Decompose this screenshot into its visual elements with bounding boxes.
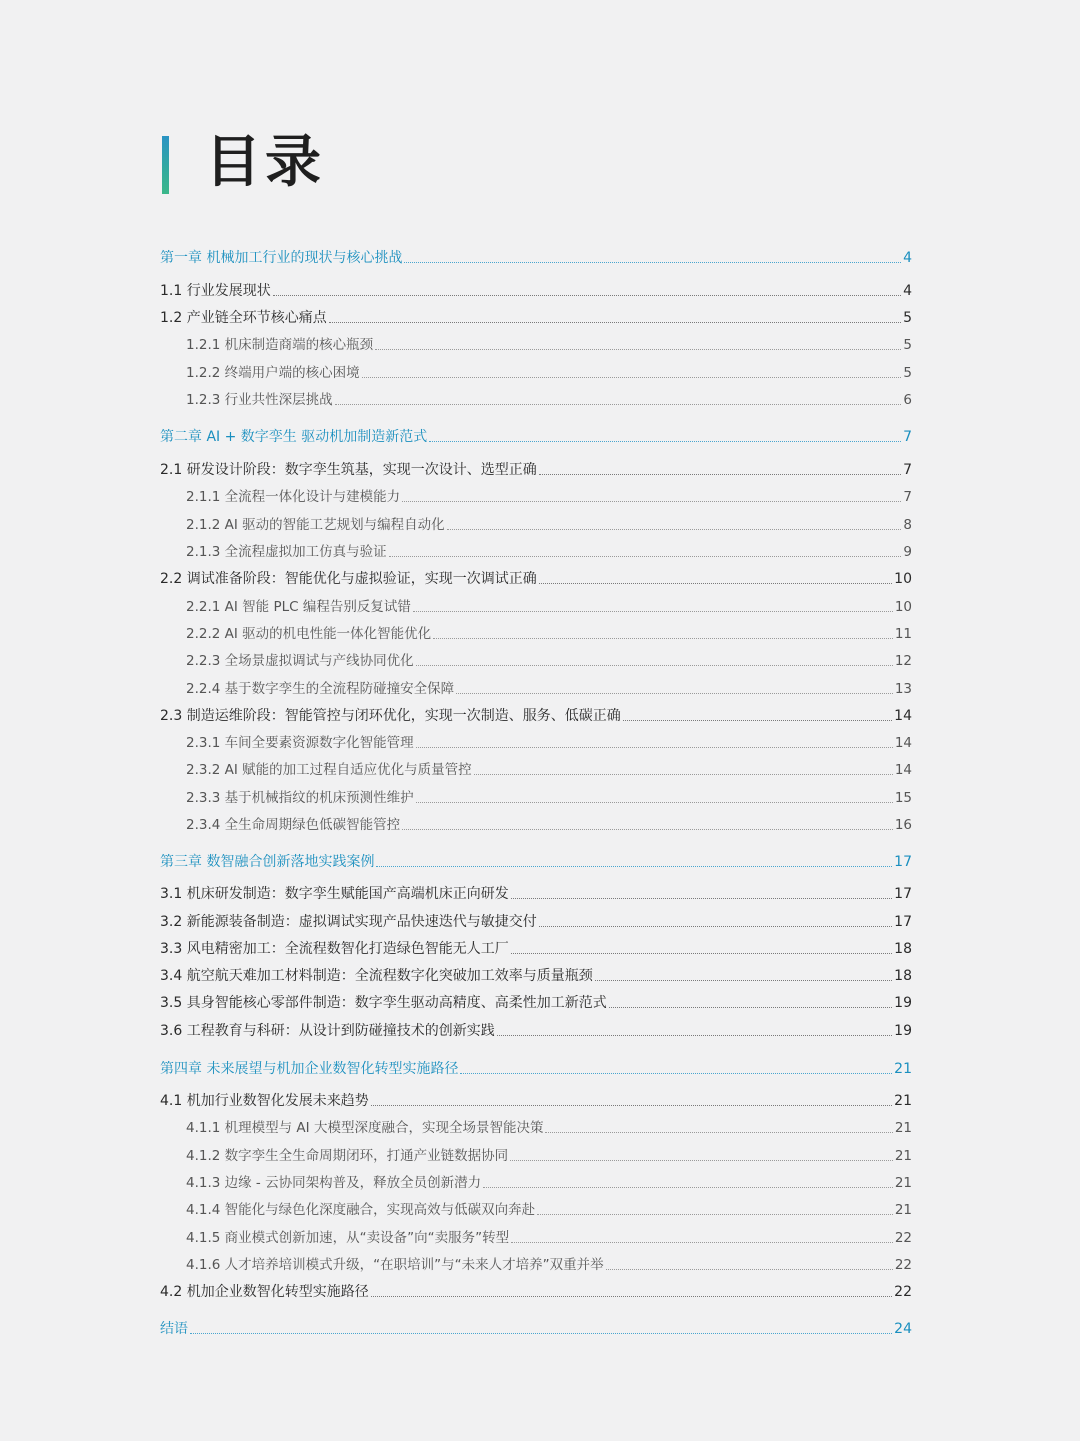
toc-entry-label: 第四章 未来展望与机加企业数智化转型实施路径 (160, 1061, 459, 1077)
dot-leader (510, 1160, 893, 1161)
toc-page-number: 15 (894, 790, 912, 806)
toc-entry-label: 4.1 机加行业数智化发展未来趋势 (160, 1093, 369, 1109)
toc-page-number: 21 (894, 1148, 912, 1164)
toc-page-number: 18 (894, 968, 912, 984)
toc-page-number: 5 (903, 310, 912, 326)
toc-section-entry[interactable] (160, 879, 912, 903)
toc-entry-label: 4.1.2 数字孪生全生命周期闭环，打通产业链数据协同 (186, 1148, 509, 1164)
dot-leader (413, 611, 893, 612)
toc-entry-label: 结语 (160, 1321, 188, 1337)
toc-subsection-entry[interactable] (160, 537, 912, 561)
toc-page-number: 22 (894, 1257, 912, 1273)
dot-leader (375, 349, 901, 350)
toc-entry-label: 3.3 风电精密加工：全流程数智化打造绿色智能无人工厂 (160, 941, 509, 957)
dot-leader (537, 1214, 893, 1215)
toc-page-number: 14 (894, 762, 912, 778)
toc-subsection-entry[interactable] (160, 1141, 912, 1165)
toc-page-number: 22 (894, 1284, 912, 1300)
toc-page-number: 18 (894, 941, 912, 957)
toc-entry-label: 3.5 具身智能核心零部件制造：数字孪生驱动高精度、高柔性加工新范式 (160, 995, 607, 1011)
toc-page-number: 21 (894, 1061, 912, 1077)
toc-page-number: 5 (903, 337, 912, 353)
toc-entry-label: 4.2 机加企业数智化转型实施路径 (160, 1284, 369, 1300)
toc-section-entry[interactable] (160, 1086, 912, 1110)
toc-entry-label: 2.3.1 车间全要素资源数字化智能管理 (186, 735, 414, 751)
toc-entry-label: 2.2 调试准备阶段：智能优化与虚拟验证，实现一次调试正确 (160, 571, 537, 587)
dot-leader (623, 720, 892, 721)
toc-subsection-entry[interactable] (160, 1113, 912, 1137)
dot-leader (416, 665, 893, 666)
toc-entry-label: 1.2.2 终端用户端的核心困境 (186, 365, 360, 381)
toc-subsection-entry[interactable] (160, 810, 912, 834)
dot-leader (606, 1269, 893, 1270)
toc-subsection-entry[interactable] (160, 755, 912, 779)
toc-section-entry[interactable] (160, 564, 912, 588)
toc-page-number: 24 (894, 1321, 912, 1337)
toc-entry-label: 3.4 航空航天难加工材料制造：全流程数字化突破加工效率与质量瓶颈 (160, 968, 593, 984)
toc-section-entry[interactable] (160, 455, 912, 479)
dot-leader (376, 866, 892, 867)
toc-page-number: 22 (894, 1230, 912, 1246)
toc-entry-label: 第二章 AI + 数字孪生 驱动机加制造新范式 (160, 429, 428, 445)
toc-page-number: 10 (894, 571, 912, 587)
toc-entry-label: 2.1 研发设计阶段：数字孪生筑基，实现一次设计、选型正确 (160, 462, 537, 478)
toc-entry-label: 2.3.4 全生命周期绿色低碳智能管控 (186, 817, 401, 833)
toc-subsection-entry[interactable] (160, 728, 912, 752)
toc-entry-label: 3.1 机床研发制造：数字孪生赋能国产高端机床正向研发 (160, 886, 509, 902)
toc-subsection-entry[interactable] (160, 674, 912, 698)
toc-page-number: 17 (894, 854, 912, 870)
toc-entry-label: 3.2 新能源装备制造：虚拟调试实现产品快速迭代与敏捷交付 (160, 914, 537, 930)
toc-subsection-entry[interactable] (160, 482, 912, 506)
toc-page-number: 17 (894, 914, 912, 930)
title-accent-bar (162, 136, 169, 194)
toc-entry-label: 4.1.5 商业模式创新加速，从“卖设备”向“卖服务”转型 (186, 1230, 510, 1246)
toc-page-number: 9 (903, 544, 912, 560)
toc-entry-label: 4.1.1 机理模型与 AI 大模型深度融合，实现全场景智能决策 (186, 1120, 544, 1136)
toc-section-entry[interactable] (160, 1277, 912, 1301)
toc-subsection-entry[interactable] (160, 592, 912, 616)
toc-entry-label: 2.1.2 AI 驱动的智能工艺规划与编程自动化 (186, 517, 445, 533)
toc-page-number: 19 (894, 995, 912, 1011)
dot-leader (402, 829, 893, 830)
toc-subsection-entry[interactable] (160, 1195, 912, 1219)
dot-leader (474, 774, 893, 775)
dot-leader (404, 262, 901, 263)
toc-page-number: 16 (894, 817, 912, 833)
toc-subsection-entry[interactable] (160, 783, 912, 807)
toc-page-number: 14 (894, 735, 912, 751)
dot-leader (511, 953, 892, 954)
toc-entry-label: 4.1.3 边缘 - 云协同架构普及，释放全员创新潜力 (186, 1175, 482, 1191)
toc-page-number: 4 (903, 250, 912, 266)
toc-section-entry[interactable] (160, 1016, 912, 1040)
toc-entry-label: 2.2.3 全场景虚拟调试与产线协同优化 (186, 653, 414, 669)
dot-leader (460, 1073, 892, 1074)
toc-page-number: 7 (903, 489, 912, 505)
toc-section-entry[interactable] (160, 701, 912, 725)
dot-leader (429, 441, 901, 442)
page-title: 目录 (205, 130, 325, 195)
toc-subsection-entry[interactable] (160, 1223, 912, 1247)
dot-leader (497, 1035, 892, 1036)
toc-entry-label: 第一章 机械加工行业的现状与核心挑战 (160, 250, 403, 266)
toc-chapter-entry[interactable] (160, 1314, 912, 1338)
dot-leader (416, 802, 893, 803)
dot-leader (539, 474, 901, 475)
dot-leader (511, 1242, 893, 1243)
toc-section-entry[interactable] (160, 276, 912, 300)
toc-entry-label: 2.3.3 基于机械指纹的机床预测性维护 (186, 790, 414, 806)
toc-subsection-entry[interactable] (160, 1168, 912, 1192)
dot-leader (329, 322, 901, 323)
dot-leader (483, 1187, 893, 1188)
toc-section-entry[interactable] (160, 907, 912, 931)
toc-entry-label: 2.2.4 基于数字孪生的全流程防碰撞安全保障 (186, 681, 455, 697)
dot-leader (539, 926, 892, 927)
toc-subsection-entry[interactable] (160, 510, 912, 534)
toc-entry-label: 4.1.4 智能化与绿色化深度融合，实现高效与低碳双向奔赴 (186, 1202, 536, 1218)
toc-page-number: 21 (894, 1202, 912, 1218)
toc-page-number: 21 (894, 1175, 912, 1191)
toc-entry-label: 1.2 产业链全环节核心痛点 (160, 310, 327, 326)
toc-entry-label: 1.2.1 机床制造商端的核心瓶颈 (186, 337, 374, 353)
dot-leader (335, 404, 902, 405)
toc-page-number: 8 (903, 517, 912, 533)
dot-leader (539, 583, 892, 584)
toc-page-number: 21 (894, 1120, 912, 1136)
dot-leader (609, 1007, 892, 1008)
toc-page-number: 12 (894, 653, 912, 669)
toc-page-number: 14 (894, 708, 912, 724)
dot-leader (362, 377, 902, 378)
toc-page-number: 17 (894, 886, 912, 902)
dot-leader (456, 693, 893, 694)
toc-subsection-entry[interactable] (160, 330, 912, 354)
toc-chapter-entry[interactable] (160, 243, 912, 267)
toc-subsection-entry[interactable] (160, 1250, 912, 1274)
dot-leader (511, 898, 892, 899)
toc-subsection-entry[interactable] (160, 385, 912, 409)
toc-page-number: 21 (894, 1093, 912, 1109)
toc-entry-label: 第三章 数智融合创新落地实践案例 (160, 854, 375, 870)
dot-leader (190, 1333, 892, 1334)
toc-section-entry[interactable] (160, 934, 912, 958)
toc-entry-label: 1.1 行业发展现状 (160, 283, 271, 299)
dot-leader (416, 747, 893, 748)
dot-leader (371, 1296, 892, 1297)
toc-entry-label: 1.2.3 行业共性深层挑战 (186, 392, 333, 408)
toc-subsection-entry[interactable] (160, 646, 912, 670)
dot-leader (389, 556, 902, 557)
toc-subsection-entry[interactable] (160, 619, 912, 643)
toc-page-number: 7 (903, 429, 912, 445)
toc-page-number: 10 (894, 599, 912, 615)
toc-section-entry[interactable] (160, 961, 912, 985)
toc-entry-label: 2.2.2 AI 驱动的机电性能一体化智能优化 (186, 626, 432, 642)
toc-entry-label: 2.1.1 全流程一体化设计与建模能力 (186, 489, 401, 505)
toc-entry-label: 2.2.1 AI 智能 PLC 编程告别反复试错 (186, 599, 411, 615)
toc-page-number: 6 (903, 392, 912, 408)
toc-chapter-entry[interactable] (160, 847, 912, 871)
dot-leader (433, 638, 893, 639)
toc-subsection-entry[interactable] (160, 358, 912, 382)
toc-entry-label: 3.6 工程教育与科研：从设计到防碰撞技术的创新实践 (160, 1023, 495, 1039)
toc-page-number: 11 (894, 626, 912, 642)
toc-chapter-entry[interactable] (160, 422, 912, 446)
toc-page-number: 13 (894, 681, 912, 697)
toc-page-number: 4 (903, 283, 912, 299)
dot-leader (273, 295, 901, 296)
toc-page-number: 5 (903, 365, 912, 381)
dot-leader (545, 1132, 892, 1133)
toc-page-number: 19 (894, 1023, 912, 1039)
dot-leader (595, 980, 892, 981)
toc-entry-label: 2.3 制造运维阶段：智能管控与闭环优化，实现一次制造、服务、低碳正确 (160, 708, 621, 724)
dot-leader (371, 1105, 892, 1106)
toc-entry-label: 2.1.3 全流程虚拟加工仿真与验证 (186, 544, 387, 560)
toc-page-number: 7 (903, 462, 912, 478)
toc-entry-label: 2.3.2 AI 赋能的加工过程自适应优化与质量管控 (186, 762, 472, 778)
toc-section-entry[interactable] (160, 303, 912, 327)
dot-leader (402, 501, 901, 502)
dot-leader (447, 529, 902, 530)
toc-section-entry[interactable] (160, 988, 912, 1012)
toc-chapter-entry[interactable] (160, 1054, 912, 1078)
toc-entry-label: 4.1.6 人才培养培训模式升级，“在职培训”与“未来人才培养”双重并举 (186, 1257, 604, 1273)
toc-title-block (162, 128, 325, 198)
